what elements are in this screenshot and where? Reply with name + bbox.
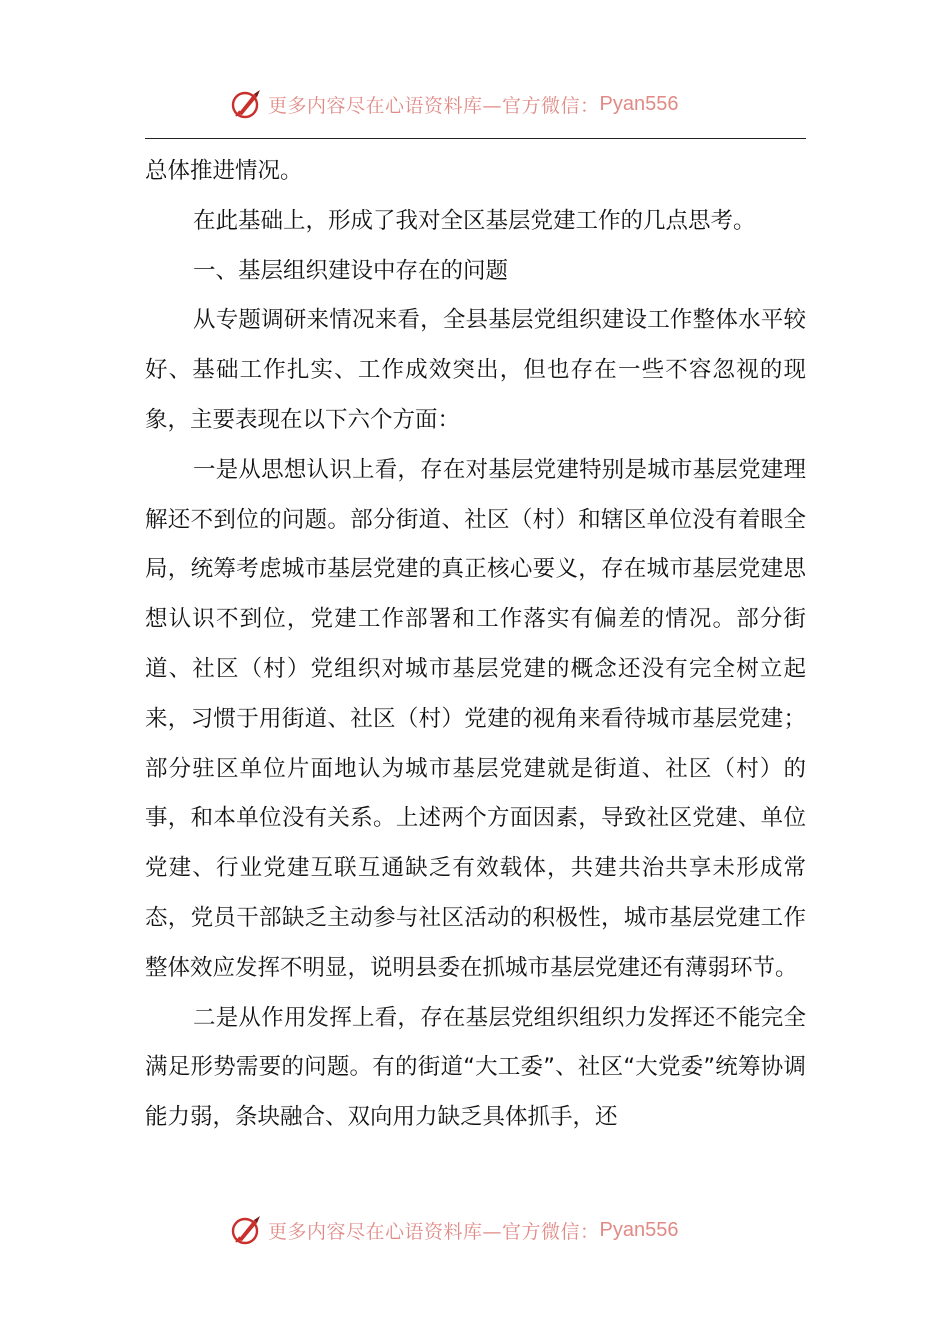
footer-wechat-id: Pyan556 — [599, 1218, 679, 1241]
header-banner — [230, 86, 678, 122]
paragraph: 一是从思想认识上看，存在对基层党建特别是城市基层党建理解还不到位的问题。部分街道、社区（村）和辖区单位没有着眼全局，统筹考虑城市基层党建的真正核心要义，存在城市基层党建思想认识不到位，党建工作部署和工作落实有偏差的情况。部分街道、社区（村）党组织对城市基层党建的概念还没有完全树立起来，习惯于用街道、社区（村）党建的视角来看待城市基层党建；部分驻区单位片面地认为城市基层党建就是街道、社区（村）的事，和本单位没有关系。上述两个方面因素，导致社区党建、单位党建、行业党建互联互通缺乏有效载体，共建共治共享未形成常态，党员干部缺乏主动参与社区活动的积极性，城市基层党建工作整体效应发挥不明显，说明县委在抓城市基层党建还有薄弱环节。 — [145, 456, 806, 981]
quill-pen-logo-icon — [230, 1214, 262, 1246]
paragraph: 总体推进情况。 — [145, 158, 303, 184]
header-divider — [145, 138, 806, 139]
body-text — [145, 147, 806, 1143]
header-wechat-id: Pyan556 — [599, 92, 679, 115]
footer-banner-text: 更多内容尽在心语资料库—官方微信： — [268, 1220, 600, 1243]
paragraph: 从专题调研来情况来看，全县基层党组织建设工作整体水平较好、基础工作扎实、工作成效突出，但也存在一些不容忽视的现象，主要表现在以下六个方面： — [145, 307, 806, 433]
paragraph: 二是从作用发挥上看，存在基层党组织组织力发挥还不能完全满足形势需要的问题。有的街道“大工委”、社区“大党委”统筹协调能力弱，条块融合、双向用力缺乏具体抓手，还 — [145, 1004, 806, 1131]
footer-banner — [230, 1212, 678, 1248]
quill-pen-logo-icon — [230, 88, 262, 120]
header-banner-text: 更多内容尽在心语资料库—官方微信： — [268, 94, 600, 117]
section-heading: 一、基层组织建设中存在的问题 — [193, 257, 509, 284]
paragraph: 在此基础上，形成了我对全区基层党建工作的几点思考。 — [193, 207, 756, 234]
